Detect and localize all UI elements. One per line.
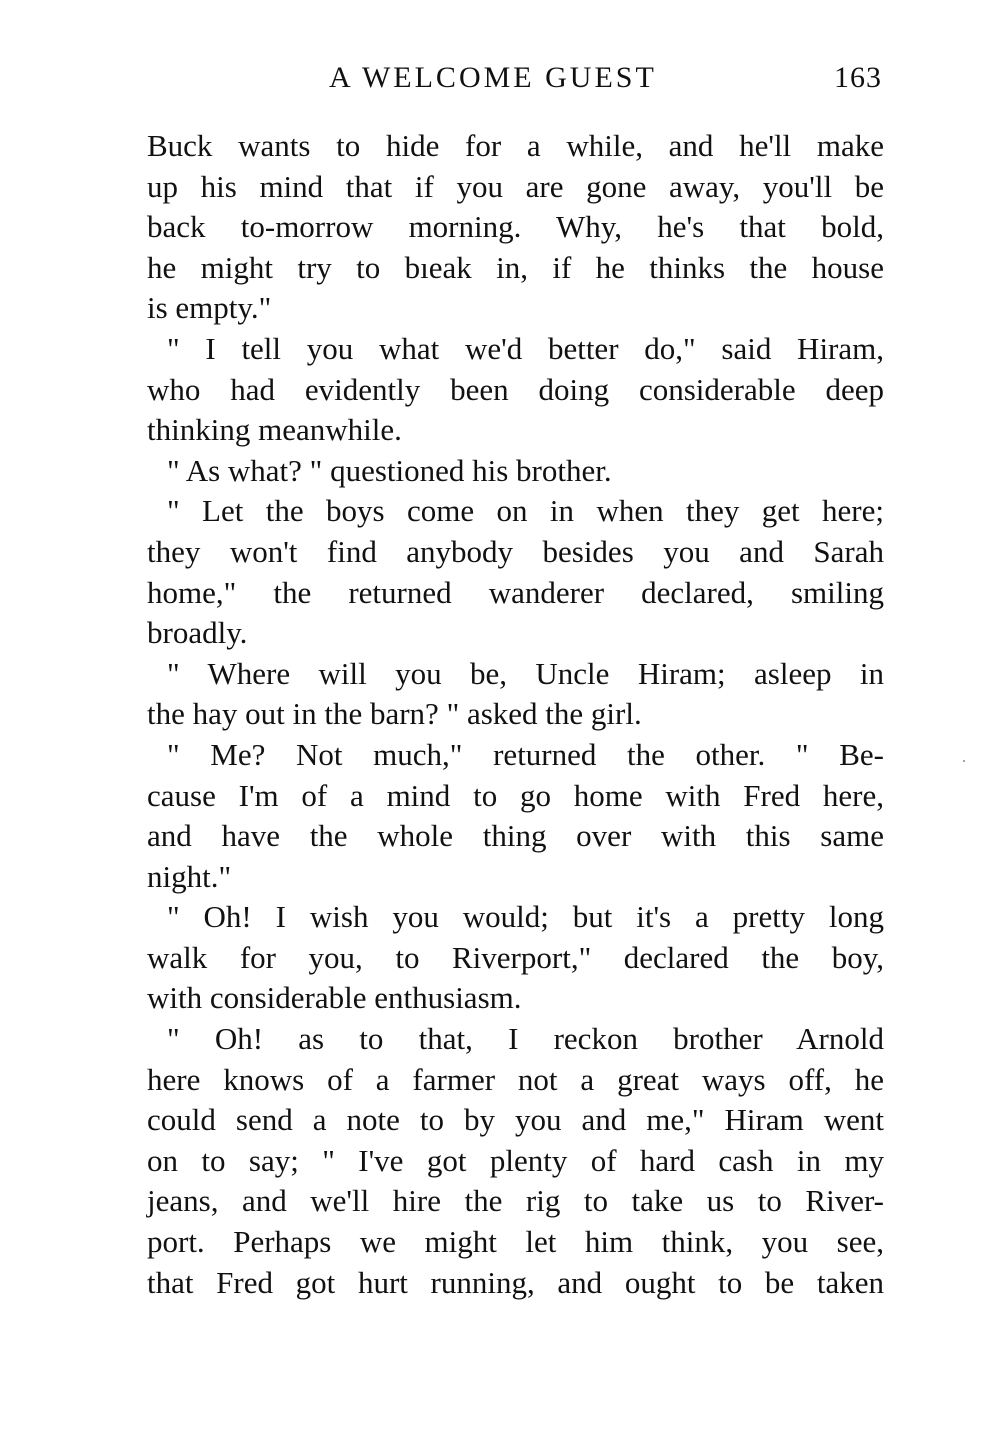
text-line: is empty." [147,290,272,326]
running-head [147,58,884,98]
paragraph [147,1019,884,1303]
text-line: the hay out in the barn? " asked the girl. [147,696,642,732]
text-line: cause I'm of a mind to go home with Fred here, [147,777,884,813]
text-line: " Let the boys come on in when they get here; [167,493,884,529]
text-line: walk for you, to Riverport," declared the boy, [147,939,884,975]
text-line: he might try to bıeak in, if he thinks the house [147,249,884,285]
text-line: could send a note to by you and me," Hiram went [147,1102,884,1138]
paragraph [147,735,884,897]
text-line: " Me? Not much," returned the other. " Be- [167,736,884,772]
text-line: here knows of a farmer not a great ways off, he [147,1061,884,1097]
body-text [147,126,884,1303]
text-line: jeans, and we'll hire the rig to take us to River- [147,1183,884,1219]
text-line: who had evidently been doing considerable deep [147,371,884,407]
text-line: " I tell you what we'd better do," said Hiram, [167,330,884,366]
text-line: on to say; " I've got plenty of hard cash in my [147,1142,884,1178]
text-line: with considerable enthusiasm. [147,980,522,1016]
paragraph [147,654,884,735]
paragraph [147,491,884,653]
text-line: and have the whole thing over with this same [147,818,884,854]
paragraph [147,451,884,492]
paragraph [147,897,884,1019]
text-line: they won't find anybody besides you and Sarah [147,533,884,569]
text-line: " Oh! I wish you would; but it's a pretty long [167,899,884,935]
margin-speck [963,760,965,762]
text-line: " Where will you be, Uncle Hiram; asleep in [167,655,884,691]
running-title: A WELCOME GUEST [329,61,657,94]
text-line: that Fred got hurt running, and ought to be taken [147,1264,884,1300]
text-line: night." [147,858,232,894]
book-page [147,0,884,1432]
text-line: home," the returned wanderer declared, smiling [147,574,884,610]
page-number: 163 [834,61,882,94]
text-line: thinking meanwhile. [147,412,402,448]
text-line: back to-morrow morning. Why, he's that bold, [147,209,884,245]
text-line: up his mind that if you are gone away, you'll be [147,168,884,204]
text-line: " Oh! as to that, I reckon brother Arnold [167,1021,884,1057]
paragraph [147,126,884,329]
text-line: " As what? " questioned his brother. [167,452,612,488]
text-line: Buck wants to hide for a while, and he'll make [147,128,884,163]
text-line: port. Perhaps we might let him think, you see, [147,1224,884,1260]
paragraph [147,329,884,451]
text-line: broadly. [147,615,248,651]
